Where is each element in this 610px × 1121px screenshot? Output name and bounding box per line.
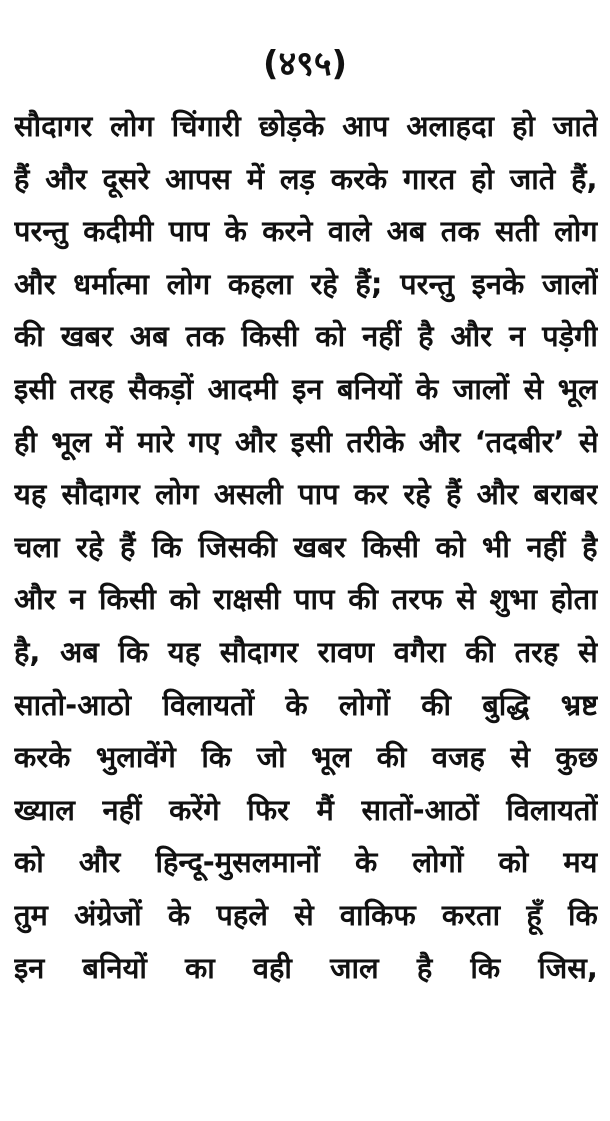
text-line: यह सौदागर लोग असली पाप कर रहे हैं और बराबर — [14, 477, 598, 512]
text-line: है, अब कि यह सौदागर रावण वगैरा की तरह से — [14, 634, 598, 669]
text-line: और धर्मात्मा लोग कहला रहे हैं; परन्तु इनके जालों — [14, 266, 598, 301]
text-line: तुम अंग्रेजों के पहले से वाकिफ करता हूँ कि — [14, 897, 598, 932]
text-line: सातो-आठो विलायतों के लोगों की बुद्धि भ्रष्ट — [14, 687, 598, 722]
text-line: की खबर अब तक किसी को नहीं है और न पड़ेगी — [14, 319, 598, 354]
body-text — [14, 100, 598, 994]
text-line: सौदागर लोग चिंगारी छोड़के आप अलाहदा हो जाते — [14, 109, 598, 143]
page-number: (४९५) — [262, 44, 348, 84]
text-line: चला रहे हैं कि जिसकी खबर किसी को भी नहीं है — [14, 529, 598, 564]
text-line: ख्याल नहीं करेंगे फिर मैं सातों-आठों विलायतों — [14, 792, 598, 827]
text-line: ही भूल में मारे गए और इसी तरीके और ‘तदबीर’ से — [14, 424, 598, 459]
text-line: हैं और दूसरे आपस में लड़ करके गारत हो जाते हैं, — [14, 161, 598, 196]
text-line: करके भुलावेंगे कि जो भूल की वजह से कुछ — [14, 740, 598, 775]
text-line: और न किसी को राक्षसी पाप की तरफ से शुभा होता — [14, 582, 598, 617]
text-line: इसी तरह सैकड़ों आदमी इन बनियों के जालों से भूल — [14, 371, 598, 406]
text-line: को और हिन्दू-मुसलमानों के लोगों को मय — [14, 845, 598, 880]
text-line: इन बनियों का वही जाल है कि जिस, — [14, 950, 598, 985]
text-line: परन्तु कदीमी पाप के करने वाले अब तक सती लोग — [14, 214, 598, 249]
